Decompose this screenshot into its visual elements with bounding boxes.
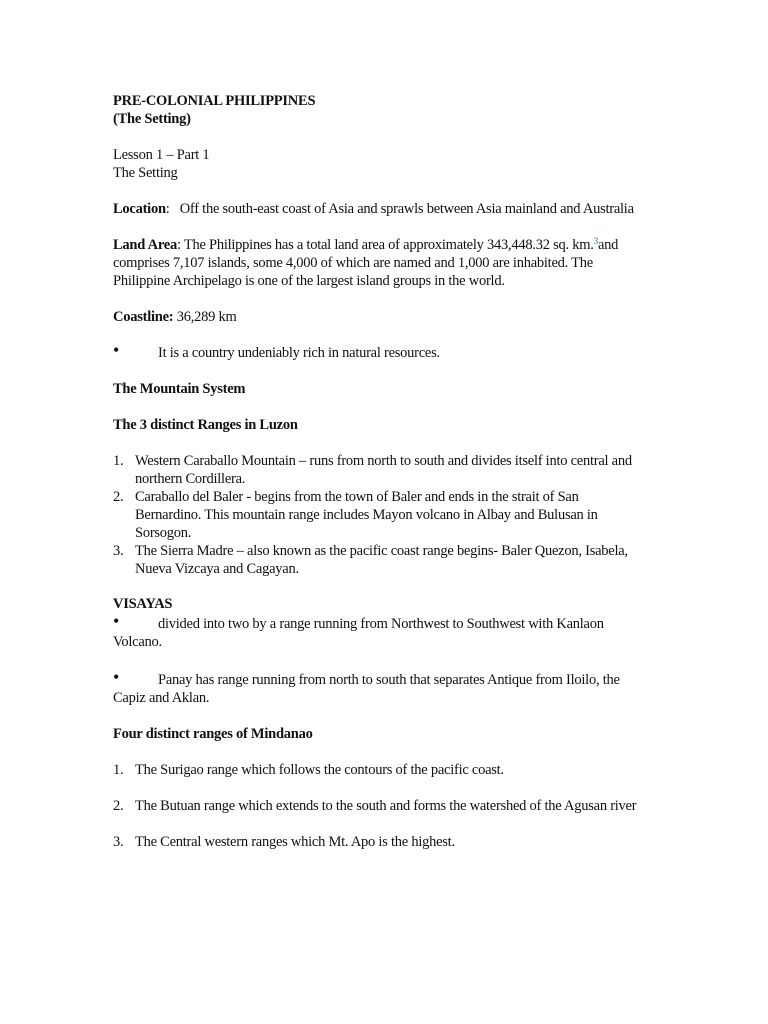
luzon-heading: The 3 distinct Ranges in Luzon (113, 417, 298, 433)
bullet-icon: • (113, 340, 120, 360)
visayas-bullet-item (113, 669, 643, 707)
document-subtitle: (The Setting) (113, 111, 191, 127)
footnote-link[interactable]: 3 (593, 236, 598, 246)
location-label: Location (113, 201, 166, 217)
lesson-topic: The Setting (113, 165, 178, 181)
list-item-text: The Butuan range which extends to the south and forms the watershed of the Agusan river (135, 798, 637, 814)
list-item-text: Caraballo del Baler - begins from the town of Baler and ends in the strait of San Bernardino. This mountain range includes Mayon volcano in Albay and Bulusan in Sorsogon. (135, 489, 598, 541)
list-item (113, 542, 643, 578)
list-item-text: Western Caraballo Mountain – runs from north to south and divides itself into central and northern Cordillera. (135, 453, 632, 487)
list-item-text: The Sierra Madre – also known as the pacific coast range begins- Baler Quezon, Isabela, Nueva Vizcaya and Cagayan. (135, 543, 628, 577)
list-item-text: The Surigao range which follows the contours of the pacific coast. (135, 762, 504, 778)
location-paragraph (113, 200, 643, 218)
list-number: 1. (113, 762, 124, 778)
land-area-paragraph (113, 236, 643, 290)
list-number: 2. (113, 489, 124, 505)
land-area-label: Land Area (113, 237, 177, 253)
location-colon: : (165, 201, 170, 217)
list-number: 1. (113, 453, 124, 469)
list-item-text: The Central western ranges which Mt. Apo is the highest. (135, 834, 455, 850)
bullet-icon: • (113, 611, 120, 631)
resources-bullet-item (113, 340, 643, 362)
list-number: 3. (113, 834, 124, 850)
visayas-heading: VISAYAS (113, 596, 173, 612)
list-number: 3. (113, 543, 124, 559)
visayas-bullet-text: Panay has range running from north to south that separates Antique from Iloilo, the Capiz and Aklan. (113, 672, 620, 706)
mindanao-ranges-list (113, 761, 643, 851)
list-item (113, 833, 643, 851)
coastline-value: 36,289 km (173, 309, 237, 325)
luzon-ranges-list (113, 452, 643, 578)
document-title: PRE-COLONIAL PHILIPPINES (113, 93, 316, 109)
land-area-colon: : (176, 237, 181, 253)
list-item (113, 761, 643, 779)
list-item (113, 452, 643, 488)
visayas-bullet-item (113, 613, 643, 651)
land-area-text-after: and comprises 7,107 islands, some 4,000 of which are named and 1,000 are inhabited. The Philippine Archipelago is one of the largest island groups in the world. (113, 237, 619, 289)
resources-bullet-text: It is a country undeniably rich in natural resources. (158, 345, 440, 361)
list-item (113, 797, 643, 815)
location-text: Off the south-east coast of Asia and sprawls between Asia mainland and Australia (179, 201, 634, 217)
coastline-label: Coastline: (113, 309, 174, 325)
bullet-icon: • (113, 667, 120, 687)
document-body (113, 92, 643, 851)
coastline-paragraph (113, 308, 643, 326)
mindanao-heading: Four distinct ranges of Mindanao (113, 726, 313, 742)
mountain-system-heading: The Mountain System (113, 381, 246, 397)
list-number: 2. (113, 798, 124, 814)
list-item (113, 488, 643, 542)
land-area-text-before: The Philippines has a total land area of approximately 343,448.32 sq. km. (180, 237, 594, 253)
lesson-label: Lesson 1 – Part 1 (113, 147, 210, 163)
visayas-bullet-text: divided into two by a range running from Northwest to Southwest with Kanlaon Volcano. (113, 616, 604, 650)
